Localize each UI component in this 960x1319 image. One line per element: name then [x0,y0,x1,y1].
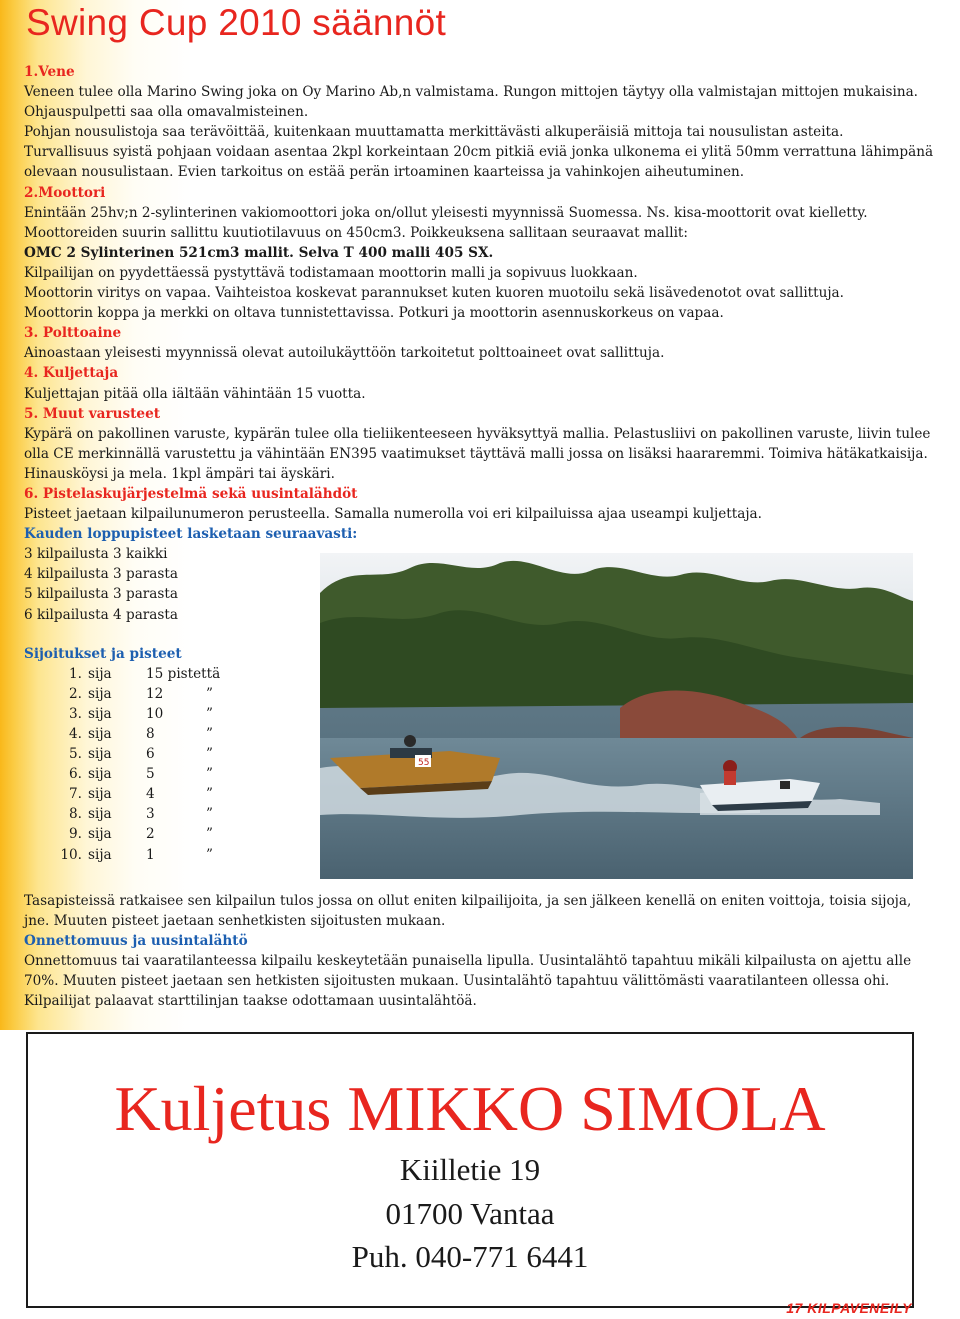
driver-rule: Kuljettajan pitää olla iältään vähintään 15 vuotta. [24,385,366,402]
points-cell: 12 [146,685,164,702]
season-points-heading: Kauden loppupisteet lasketaan seuraavasti: [24,526,358,543]
season-rule: 6 kilpailusta 4 parasta [24,606,178,623]
rank-cell: 7. [69,786,82,803]
engine-rule: Kilpailijan on pyydettäessä pystyttävä todistamaan moottorin malli ja sopivuus luokkaan. [24,264,638,281]
boat-number: 55 [418,758,430,768]
rank-cell: 1. [69,665,82,682]
label-cell: sija [88,685,112,702]
equipment-rule: Kypärä on pakollinen varuste, kypärän tulee olla tieliikenteeseen hyväksyttyä mallia. Pelastusliivi on pakollinen varuste, liivin tulee olla CE merkinnällä varustettu ja vähintään EN395 vaatimukset täyttävä malli jossa on lisäksi haararemmi. Toimiva hätäkatkaisija. Hinausköysi ja mela. 1kpl ämpäri tai äyskäri. [24,425,931,482]
table-row [52,824,226,844]
label-cell: sija [88,846,112,863]
fuel-rule: Ainoastaan yleisesti myynnissä olevat autoilukäyttöön tarkoitetut polttoaineet ovat sallittuja. [24,345,665,362]
ad-address-line1: Kiilletie 19 [399,1152,541,1187]
boat-rule: Veneen tulee olla Marino Swing joka on Oy Marino Ab,n valmistama. Rungon mittojen täytyy olla valmistajan mittojen mukaisina. Ohjauspulpetti saa olla omavalmisteinen. [24,84,918,121]
season-rule: 4 kilpailusta 3 parasta [24,566,178,583]
section-heading-boat: 1.Vene [24,64,75,80]
points-cell: 2 [146,826,155,843]
ditto-mark: ” [206,826,213,843]
race-boats-photo [320,553,913,879]
label-cell: sija [88,806,112,823]
race-boats-illustration [320,553,913,879]
label-cell: sija [88,766,112,783]
table-row [52,704,226,724]
advertisement-box [26,1032,914,1308]
engine-exceptions: OMC 2 Sylinterinen 521cm3 mallit. Selva T 400 malli 405 SX. [24,244,494,261]
season-rule: 3 kilpailusta 3 kaikki [24,546,168,563]
table-row [52,845,226,865]
points-cell: 15 pistettä [146,665,221,682]
label-cell: sija [88,726,112,742]
rank-cell: 10. [60,846,82,863]
points-cell: 6 [146,746,155,763]
tiebreak-rule: Tasapisteissä ratkaisee sen kilpailun tulos jossa on ollut eniten kilpailijoita, ja sen jälkeen kenellä on eniten voittoja, toisia sijoja, jne. Muuten pisteet jaetaan senhetkisten sijoitusten mukaan. [24,892,912,929]
section-heading-driver: 4. Kuljettaja [24,365,119,382]
placings-table [52,664,226,865]
rank-cell: 8. [69,806,82,823]
ditto-mark: ” [206,705,213,722]
label-cell: sija [88,786,112,803]
engine-rule: Moottorin viritys on vapaa. Vaihteistoa koskevat parannukset kuten kuoren muotoilu sekä lisävedenotot ovat sallittuja. [24,285,844,302]
scoring-rule: Pisteet jaetaan kilpailunumeron perusteella. Samalla numerolla voi eri kilpailuissa ajaa useampi kuljettaja. [24,506,762,523]
points-cell: 1 [146,846,155,863]
page-title: Swing Cup 2010 säännöt [26,2,447,43]
label-cell: sija [88,665,112,682]
ad-address-line2: 01700 Vantaa [385,1196,555,1231]
section-heading-equipment: 5. Muut varusteet [24,405,161,422]
season-rule: 5 kilpailusta 3 parasta [24,586,178,603]
ditto-mark: ” [206,846,213,863]
boat-rule: Pohjan nousulistoja saa terävöittää, kuitenkaan muuttamatta merkittävästi alkuperäisiä mittoja tai nousulistan asteita. [24,124,844,141]
rank-cell: 9. [69,826,82,843]
points-cell: 5 [146,766,155,783]
rank-cell: 3. [69,705,82,722]
ditto-mark: ” [206,726,213,742]
placings-heading: Sijoitukset ja pisteet [24,645,182,662]
engine-rule: Enintään 25hv;n 2-sylinterinen vakiomoottori joka on/ollut yleisesti myynnissä Suomessa. Ns. kisa-moottorit ovat kielletty. Moottoreiden suurin sallittu kuutiotilavuus on 450cm3. Poikkeuksena sallitaan seuraavat mallit: [24,204,868,241]
points-cell: 8 [146,726,155,742]
accident-rule: Onnettomuus tai vaaratilanteessa kilpailu keskeytetään punaisella lipulla. Uusintalähtö tapahtuu mikäli kilpailusta on ajettu alle 70%. Muuten pisteet jaetaan sen hetkisten sijoitusten mukaan. Uusintalähtö tapahtuu välittömästi vaaratilanteen ollessa ohi. Kilpailijat palaavat starttilinjan taakse odottamaan uusintalähtöä. [24,952,912,1010]
table-row [52,724,226,744]
label-cell: sija [88,746,112,763]
ad-title: Kuljetus MIKKO SIMOLA [114,1073,826,1144]
ditto-mark: ” [206,806,213,823]
ditto-mark: ” [206,685,213,702]
rank-cell: 5. [69,746,82,763]
points-cell: 3 [146,806,155,823]
table-row [52,664,226,684]
accident-heading: Onnettomuus ja uusintalähtö [24,932,248,949]
boat-rule: Turvallisuus syistä pohjaan voidaan asentaa 2kpl korkeintaan 20cm pitkiä eviä jonka ulkonema ei ylitä 50mm verrattuna lähimpänä olevaan nousulistaan. Evien tarkoitus on estää perän irtoaminen kaarteissa ja vahinkojen aiheutuminen. [24,144,934,181]
table-row [52,804,226,824]
section-heading-engine: 2.Moottori [24,184,106,201]
table-row [52,764,226,784]
ditto-mark: ” [206,766,213,783]
rank-cell: 2. [69,685,82,702]
points-cell: 10 [146,705,164,722]
ad-phone: Puh. 040-771 6441 [351,1239,589,1274]
ditto-mark: ” [206,746,213,763]
section-heading-scoring: 6. Pistelaskujärjestelmä sekä uusintalähdöt [24,485,358,502]
rank-cell: 6. [69,766,82,783]
table-row [52,684,226,704]
page-footer: 17 KILPAVENEILY [786,1300,912,1316]
engine-rule: Moottorin koppa ja merkki on oltava tunnistettavissa. Potkuri ja moottorin asennuskorkeus on vapaa. [24,305,724,322]
rank-cell: 4. [69,726,82,742]
points-cell: 4 [146,786,155,803]
ditto-mark: ” [206,786,213,803]
table-row [52,784,226,804]
section-heading-fuel: 3. Polttoaine [24,325,122,342]
label-cell: sija [88,705,112,722]
label-cell: sija [88,826,112,843]
table-row [52,744,226,764]
